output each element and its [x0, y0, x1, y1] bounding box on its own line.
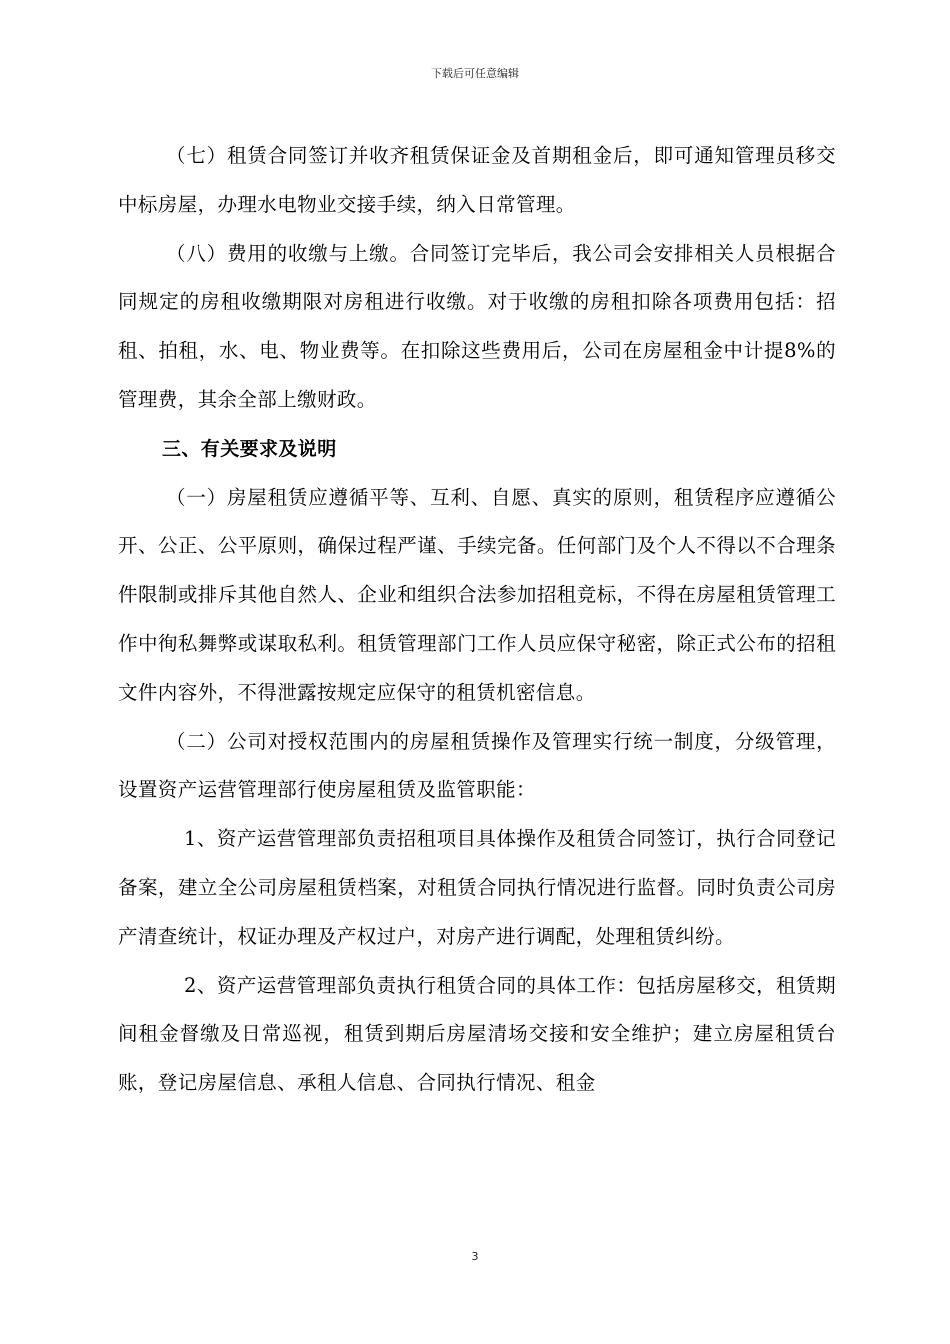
section-paragraph-two: （二）公司对授权范围内的房屋租赁操作及管理实行统一制度，分级管理，设置资产运营管理部行使房屋租赁及监管职能：	[118, 729, 836, 802]
list-item-one: 1、资产运营管理部负责招租项目具体操作及租赁合同签订，执行合同登记备案，建立全公司房屋租赁档案，对租赁合同执行情况进行监督。同时负责公司房产清查统计，权证办理及产权过户，对房产进行调配，处理租赁纠纷。	[118, 827, 836, 948]
paragraph-seven: （七）租赁合同签订并收齐租赁保证金及首期租金后，即可通知管理员移交中标房屋，办理水电物业交接手续，纳入日常管理。	[118, 144, 836, 216]
list-item-two: 2、资产运营管理部负责执行租赁合同的具体工作：包括房屋移交，租赁期间租金督缴及日常巡视，租赁到期后房屋清场交接和安全维护；建立房屋租赁台账，登记房屋信息、承租人信息、合同执行情况、租金	[118, 973, 836, 1095]
section-heading: 三、有关要求及说明	[162, 437, 337, 460]
page-header-note: 下载后可任意编辑	[431, 67, 519, 80]
document-body	[118, 132, 836, 1108]
paragraph-eight: （八）费用的收缴与上缴。合同签订完毕后，我公司会安排相关人员根据合同规定的房租收缴期限对房租进行收缴。对于收缴的房租扣除各项费用包括：招租、拍租，水、电、物业费等。在扣除这些费用后，公司在房屋租金中计提8%的管理费，其余全部上缴财政。	[118, 241, 836, 411]
page-number: 3	[471, 1250, 479, 1263]
section-paragraph-one: （一）房屋租赁应遵循平等、互利、自愿、真实的原则，租赁程序应遵循公开、公正、公平原则，确保过程严谨、手续完备。任何部门及个人不得以不合理条件限制或排斥其他自然人、企业和组织合法参加招租竞标，不得在房屋租赁管理工作中徇私舞弊或谋取私利。租赁管理部门工作人员应保守秘密，除正式公布的招租文件内容外，不得泄露按规定应保守的租赁机密信息。	[118, 485, 836, 704]
